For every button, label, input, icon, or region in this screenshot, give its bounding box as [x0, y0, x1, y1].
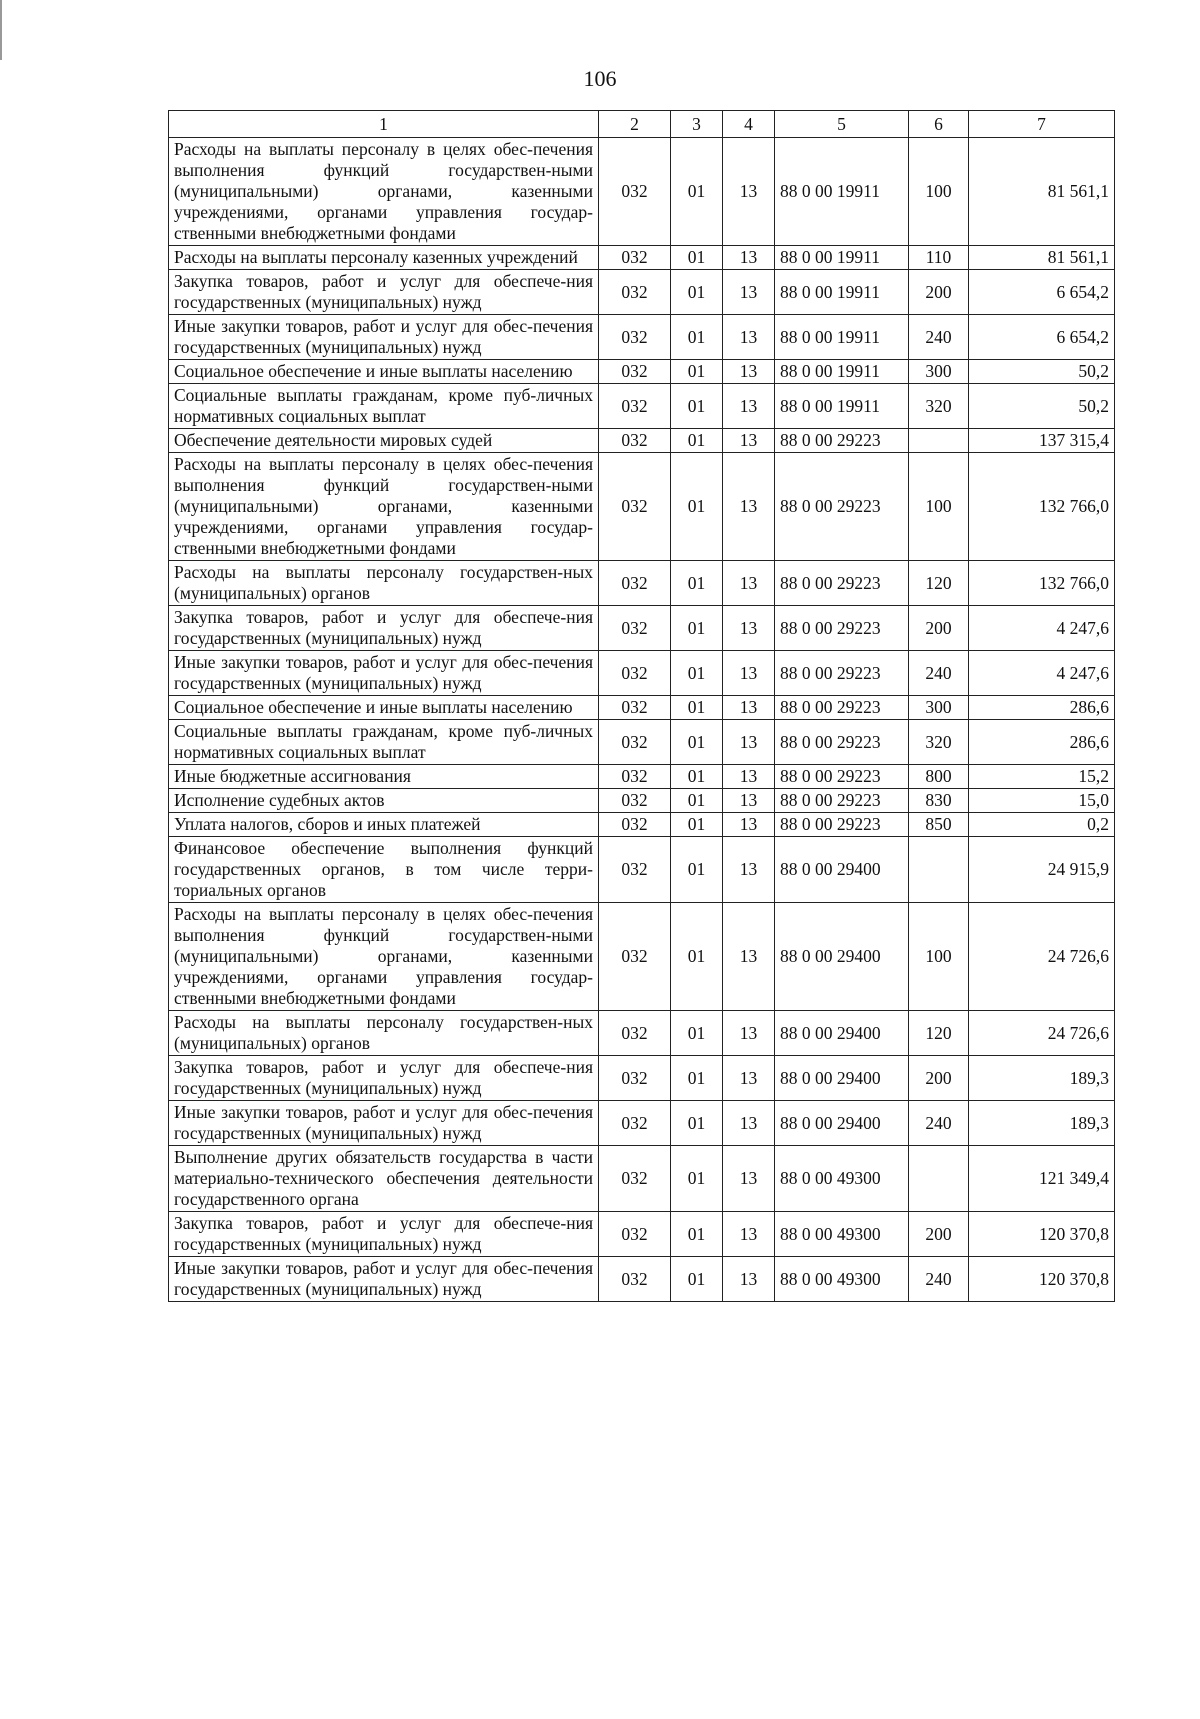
- amount-cell: 81 561,1: [969, 246, 1115, 270]
- subsection-code-cell: 13: [723, 138, 775, 246]
- expense-type-cell: [909, 837, 969, 903]
- target-article-cell: 88 0 00 29223: [775, 720, 909, 765]
- table-row: [169, 1011, 1115, 1056]
- ministry-code-cell: 032: [599, 765, 671, 789]
- row-name-cell: Закупка товаров, работ и услуг для обеспече-ния государственных (муниципальных) нужд: [169, 1212, 599, 1257]
- subsection-code-cell: 13: [723, 903, 775, 1011]
- ministry-code-cell: 032: [599, 720, 671, 765]
- section-code-cell: 01: [671, 1146, 723, 1212]
- row-name-cell: Уплата налогов, сборов и иных платежей: [169, 813, 599, 837]
- row-name-cell: Социальное обеспечение и иные выплаты населению: [169, 696, 599, 720]
- subsection-code-cell: 13: [723, 651, 775, 696]
- expense-type-cell: 300: [909, 360, 969, 384]
- ministry-code-cell: 032: [599, 561, 671, 606]
- table-row: [169, 1257, 1115, 1302]
- amount-cell: 286,6: [969, 696, 1115, 720]
- amount-cell: 132 766,0: [969, 561, 1115, 606]
- row-name-cell: Иные закупки товаров, работ и услуг для обес-печения государственных (муниципальных) нужд: [169, 1257, 599, 1302]
- table-row: [169, 246, 1115, 270]
- amount-cell: 50,2: [969, 384, 1115, 429]
- row-name-cell: Закупка товаров, работ и услуг для обеспече-ния государственных (муниципальных) нужд: [169, 270, 599, 315]
- table-header-row: [169, 111, 1115, 138]
- section-code-cell: 01: [671, 813, 723, 837]
- target-article-cell: 88 0 00 49300: [775, 1146, 909, 1212]
- expense-type-cell: 200: [909, 606, 969, 651]
- amount-cell: 50,2: [969, 360, 1115, 384]
- table-row: [169, 1146, 1115, 1212]
- table-row: [169, 765, 1115, 789]
- expense-type-cell: 240: [909, 651, 969, 696]
- target-article-cell: 88 0 00 19911: [775, 384, 909, 429]
- target-article-cell: 88 0 00 29400: [775, 837, 909, 903]
- ministry-code-cell: 032: [599, 360, 671, 384]
- expense-type-cell: 850: [909, 813, 969, 837]
- table-row: [169, 813, 1115, 837]
- expense-type-cell: [909, 1146, 969, 1212]
- section-code-cell: 01: [671, 903, 723, 1011]
- expense-type-cell: 830: [909, 789, 969, 813]
- row-name-cell: Социальные выплаты гражданам, кроме пуб-личных нормативных социальных выплат: [169, 384, 599, 429]
- table-row: [169, 696, 1115, 720]
- expense-type-cell: 100: [909, 903, 969, 1011]
- ministry-code-cell: 032: [599, 606, 671, 651]
- target-article-cell: 88 0 00 19911: [775, 360, 909, 384]
- row-name-cell: Расходы на выплаты персоналу в целях обес-печения выполнения функций государствен-ными (муниципальными) органами, казенными учреждениями, органами управления государ-ственными внебюджетными фондами: [169, 138, 599, 246]
- table-row: [169, 789, 1115, 813]
- section-code-cell: 01: [671, 606, 723, 651]
- subsection-code-cell: 13: [723, 606, 775, 651]
- section-code-cell: 01: [671, 315, 723, 360]
- subsection-code-cell: 13: [723, 1257, 775, 1302]
- amount-cell: 24 915,9: [969, 837, 1115, 903]
- expense-type-cell: 800: [909, 765, 969, 789]
- target-article-cell: 88 0 00 29223: [775, 651, 909, 696]
- subsection-code-cell: 13: [723, 270, 775, 315]
- subsection-code-cell: 13: [723, 837, 775, 903]
- expense-type-cell: [909, 429, 969, 453]
- amount-cell: 137 315,4: [969, 429, 1115, 453]
- ministry-code-cell: 032: [599, 789, 671, 813]
- amount-cell: 132 766,0: [969, 453, 1115, 561]
- target-article-cell: 88 0 00 29223: [775, 789, 909, 813]
- row-name-cell: Исполнение судебных актов: [169, 789, 599, 813]
- expense-type-cell: 320: [909, 720, 969, 765]
- section-code-cell: 01: [671, 270, 723, 315]
- ministry-code-cell: 032: [599, 651, 671, 696]
- ministry-code-cell: 032: [599, 246, 671, 270]
- subsection-code-cell: 13: [723, 696, 775, 720]
- table-row: [169, 384, 1115, 429]
- expense-type-cell: 200: [909, 1056, 969, 1101]
- expense-type-cell: 120: [909, 1011, 969, 1056]
- row-name-cell: Расходы на выплаты персоналу государствен-ных (муниципальных) органов: [169, 1011, 599, 1056]
- expense-type-cell: 120: [909, 561, 969, 606]
- amount-cell: 4 247,6: [969, 606, 1115, 651]
- row-name-cell: Социальные выплаты гражданам, кроме пуб-личных нормативных социальных выплат: [169, 720, 599, 765]
- ministry-code-cell: 032: [599, 429, 671, 453]
- row-name-cell: Расходы на выплаты персоналу в целях обес-печения выполнения функций государствен-ными (муниципальными) органами, казенными учреждениями, органами управления государ-ственными внебюджетными фондами: [169, 453, 599, 561]
- table-row: [169, 720, 1115, 765]
- subsection-code-cell: 13: [723, 561, 775, 606]
- ministry-code-cell: 032: [599, 1011, 671, 1056]
- ministry-code-cell: 032: [599, 813, 671, 837]
- subsection-code-cell: 13: [723, 789, 775, 813]
- target-article-cell: 88 0 00 19911: [775, 270, 909, 315]
- amount-cell: 6 654,2: [969, 315, 1115, 360]
- subsection-code-cell: 13: [723, 246, 775, 270]
- target-article-cell: 88 0 00 29223: [775, 453, 909, 561]
- target-article-cell: 88 0 00 19911: [775, 246, 909, 270]
- row-name-cell: Закупка товаров, работ и услуг для обеспече-ния государственных (муниципальных) нужд: [169, 1056, 599, 1101]
- subsection-code-cell: 13: [723, 1056, 775, 1101]
- ministry-code-cell: 032: [599, 696, 671, 720]
- target-article-cell: 88 0 00 29223: [775, 813, 909, 837]
- header-col-1: 1: [169, 111, 599, 138]
- section-code-cell: 01: [671, 360, 723, 384]
- target-article-cell: 88 0 00 49300: [775, 1257, 909, 1302]
- header-col-3: 3: [671, 111, 723, 138]
- section-code-cell: 01: [671, 453, 723, 561]
- section-code-cell: 01: [671, 1056, 723, 1101]
- target-article-cell: 88 0 00 19911: [775, 315, 909, 360]
- ministry-code-cell: 032: [599, 903, 671, 1011]
- row-name-cell: Расходы на выплаты персоналу в целях обес-печения выполнения функций государствен-ными (муниципальными) органами, казенными учреждениями, органами управления государ-ственными внебюджетными фондами: [169, 903, 599, 1011]
- table-row: [169, 561, 1115, 606]
- table-row: [169, 360, 1115, 384]
- amount-cell: 4 247,6: [969, 651, 1115, 696]
- table-row: [169, 651, 1115, 696]
- ministry-code-cell: 032: [599, 837, 671, 903]
- section-code-cell: 01: [671, 1257, 723, 1302]
- section-code-cell: 01: [671, 429, 723, 453]
- header-col-2: 2: [599, 111, 671, 138]
- expense-type-cell: 240: [909, 1257, 969, 1302]
- amount-cell: 121 349,4: [969, 1146, 1115, 1212]
- subsection-code-cell: 13: [723, 1101, 775, 1146]
- table-row: [169, 1101, 1115, 1146]
- table-row: [169, 138, 1115, 246]
- section-code-cell: 01: [671, 246, 723, 270]
- section-code-cell: 01: [671, 765, 723, 789]
- subsection-code-cell: 13: [723, 765, 775, 789]
- section-code-cell: 01: [671, 1101, 723, 1146]
- header-col-5: 5: [775, 111, 909, 138]
- table-row: [169, 270, 1115, 315]
- section-code-cell: 01: [671, 1212, 723, 1257]
- ministry-code-cell: 032: [599, 315, 671, 360]
- subsection-code-cell: 13: [723, 315, 775, 360]
- subsection-code-cell: 13: [723, 1011, 775, 1056]
- table-row: [169, 429, 1115, 453]
- amount-cell: 0,2: [969, 813, 1115, 837]
- amount-cell: 189,3: [969, 1101, 1115, 1146]
- ministry-code-cell: 032: [599, 1101, 671, 1146]
- ministry-code-cell: 032: [599, 453, 671, 561]
- ministry-code-cell: 032: [599, 384, 671, 429]
- row-name-cell: Выполнение других обязательств государства в части материально-технического обеспечения деятельности государственного органа: [169, 1146, 599, 1212]
- expense-type-cell: 200: [909, 1212, 969, 1257]
- section-code-cell: 01: [671, 561, 723, 606]
- row-name-cell: Социальное обеспечение и иные выплаты населению: [169, 360, 599, 384]
- subsection-code-cell: 13: [723, 384, 775, 429]
- table-row: [169, 315, 1115, 360]
- target-article-cell: 88 0 00 29223: [775, 606, 909, 651]
- subsection-code-cell: 13: [723, 453, 775, 561]
- header-col-6: 6: [909, 111, 969, 138]
- section-code-cell: 01: [671, 837, 723, 903]
- table-row: [169, 837, 1115, 903]
- table-body: [169, 138, 1115, 1302]
- table-row: [169, 453, 1115, 561]
- target-article-cell: 88 0 00 29400: [775, 1101, 909, 1146]
- row-name-cell: Иные закупки товаров, работ и услуг для обес-печения государственных (муниципальных) нужд: [169, 1101, 599, 1146]
- target-article-cell: 88 0 00 19911: [775, 138, 909, 246]
- target-article-cell: 88 0 00 29223: [775, 429, 909, 453]
- subsection-code-cell: 13: [723, 360, 775, 384]
- ministry-code-cell: 032: [599, 1212, 671, 1257]
- section-code-cell: 01: [671, 1011, 723, 1056]
- expense-type-cell: 100: [909, 138, 969, 246]
- ministry-code-cell: 032: [599, 1146, 671, 1212]
- subsection-code-cell: 13: [723, 1146, 775, 1212]
- header-col-4: 4: [723, 111, 775, 138]
- section-code-cell: 01: [671, 651, 723, 696]
- expense-type-cell: 100: [909, 453, 969, 561]
- row-name-cell: Иные закупки товаров, работ и услуг для обес-печения государственных (муниципальных) нужд: [169, 651, 599, 696]
- target-article-cell: 88 0 00 29400: [775, 903, 909, 1011]
- table-row: [169, 1212, 1115, 1257]
- row-name-cell: Расходы на выплаты персоналу казенных учреждений: [169, 246, 599, 270]
- target-article-cell: 88 0 00 29400: [775, 1056, 909, 1101]
- subsection-code-cell: 13: [723, 429, 775, 453]
- expense-type-cell: 320: [909, 384, 969, 429]
- page-number: 106: [583, 66, 617, 91]
- row-name-cell: Финансовое обеспечение выполнения функций государственных органов, в том числе терри-ториальных органов: [169, 837, 599, 903]
- scan-edge-mark: [0, 0, 2, 60]
- expense-type-cell: 240: [909, 315, 969, 360]
- subsection-code-cell: 13: [723, 1212, 775, 1257]
- amount-cell: 120 370,8: [969, 1212, 1115, 1257]
- amount-cell: 15,0: [969, 789, 1115, 813]
- target-article-cell: 88 0 00 29223: [775, 561, 909, 606]
- amount-cell: 6 654,2: [969, 270, 1115, 315]
- row-name-cell: Расходы на выплаты персоналу государствен-ных (муниципальных) органов: [169, 561, 599, 606]
- section-code-cell: 01: [671, 789, 723, 813]
- amount-cell: 24 726,6: [969, 903, 1115, 1011]
- amount-cell: 15,2: [969, 765, 1115, 789]
- expense-type-cell: 240: [909, 1101, 969, 1146]
- target-article-cell: 88 0 00 49300: [775, 1212, 909, 1257]
- target-article-cell: 88 0 00 29223: [775, 765, 909, 789]
- ministry-code-cell: 032: [599, 138, 671, 246]
- expense-type-cell: 110: [909, 246, 969, 270]
- header-col-7: 7: [969, 111, 1115, 138]
- target-article-cell: 88 0 00 29400: [775, 1011, 909, 1056]
- section-code-cell: 01: [671, 720, 723, 765]
- expense-type-cell: 300: [909, 696, 969, 720]
- amount-cell: 120 370,8: [969, 1257, 1115, 1302]
- subsection-code-cell: 13: [723, 720, 775, 765]
- amount-cell: 286,6: [969, 720, 1115, 765]
- budget-table: [168, 110, 1115, 1302]
- table-row: [169, 903, 1115, 1011]
- expense-type-cell: 200: [909, 270, 969, 315]
- row-name-cell: Иные закупки товаров, работ и услуг для обес-печения государственных (муниципальных) нужд: [169, 315, 599, 360]
- section-code-cell: 01: [671, 696, 723, 720]
- ministry-code-cell: 032: [599, 1056, 671, 1101]
- row-name-cell: Закупка товаров, работ и услуг для обеспече-ния государственных (муниципальных) нужд: [169, 606, 599, 651]
- table-row: [169, 1056, 1115, 1101]
- table-row: [169, 606, 1115, 651]
- amount-cell: 24 726,6: [969, 1011, 1115, 1056]
- amount-cell: 189,3: [969, 1056, 1115, 1101]
- amount-cell: 81 561,1: [969, 138, 1115, 246]
- subsection-code-cell: 13: [723, 813, 775, 837]
- row-name-cell: Обеспечение деятельности мировых судей: [169, 429, 599, 453]
- row-name-cell: Иные бюджетные ассигнования: [169, 765, 599, 789]
- section-code-cell: 01: [671, 138, 723, 246]
- target-article-cell: 88 0 00 29223: [775, 696, 909, 720]
- ministry-code-cell: 032: [599, 1257, 671, 1302]
- ministry-code-cell: 032: [599, 270, 671, 315]
- section-code-cell: 01: [671, 384, 723, 429]
